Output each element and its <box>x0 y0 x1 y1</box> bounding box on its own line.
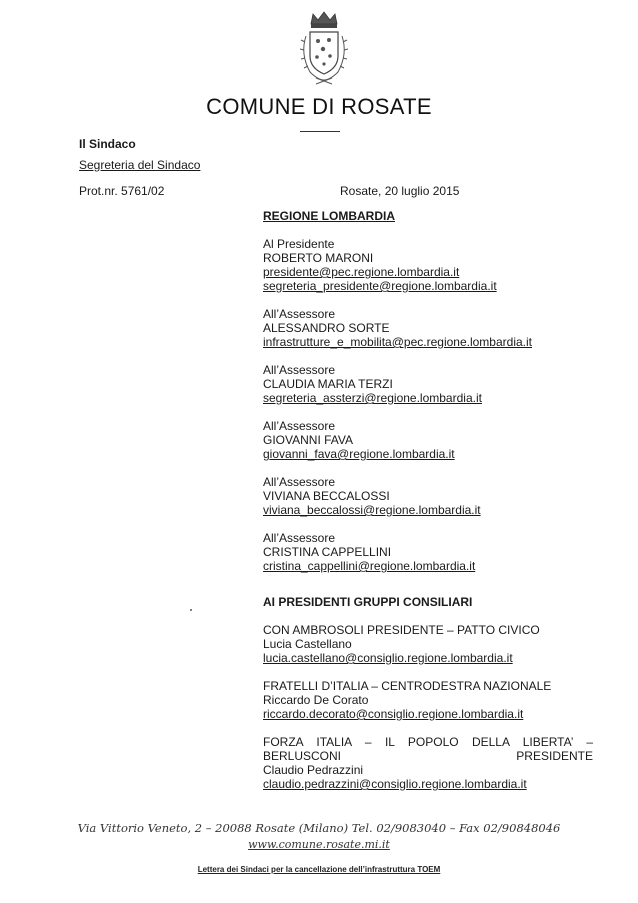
coat-of-arms-icon <box>294 10 354 86</box>
group-president: Lucia Castellano <box>263 637 352 651</box>
recipient-block <box>263 237 593 293</box>
recipient-block <box>263 475 593 517</box>
recipient-email[interactable]: viviana_beccalossi@regione.lombardia.it <box>263 503 481 517</box>
recipient-name: VIVIANA BECCALOSSI <box>263 489 390 503</box>
recipient-email[interactable]: giovanni_fava@regione.lombardia.it <box>263 447 455 461</box>
department-label: Segreteria del Sindaco <box>79 158 201 172</box>
recipient-name: ROBERTO MARONI <box>263 251 374 265</box>
recipient-email[interactable]: infrastrutture_e_mobilita@pec.regione.lombardia.it <box>263 335 532 349</box>
recipient-email[interactable]: segreteria_presidente@regione.lombardia.it <box>263 279 497 293</box>
group-email[interactable]: riccardo.decorato@consiglio.regione.lombardia.it <box>263 707 524 721</box>
recipient-block <box>263 363 593 405</box>
region-heading: REGIONE LOMBARDIA <box>263 209 395 223</box>
recipient-name: ALESSANDRO SORTE <box>263 321 390 335</box>
recipient-email[interactable]: cristina_cappellini@regione.lombardia.it <box>263 559 476 573</box>
group-email[interactable]: claudio.pedrazzini@consiglio.regione.lombardia.it <box>263 777 527 791</box>
recipient-role: All’Assessore <box>263 475 336 489</box>
recipient-block <box>263 531 593 573</box>
office-label: Il Sindaco <box>79 137 136 151</box>
recipient-role: Al Presidente <box>263 237 335 251</box>
recipient-name: GIOVANNI FAVA <box>263 433 354 447</box>
group-name: FORZA ITALIA – IL POPOLO DELLA LIBERTA’ – BERLUSCONI PRESIDENTE <box>263 735 593 763</box>
group-email[interactable]: lucia.castellano@consiglio.regione.lombardia.it <box>263 651 513 665</box>
group-president: Riccardo De Corato <box>263 693 369 707</box>
groups-heading: AI PRESIDENTI GRUPPI CONSILIARI <box>263 595 473 609</box>
scan-speck <box>190 609 192 611</box>
recipient-name: CLAUDIA MARIA TERZI <box>263 377 393 391</box>
title-divider <box>300 131 340 132</box>
footer-address: Via Vittorio Veneto, 2 – 20088 Rosate (Milano) Tel. 02/9083040 – Fax 02/90848046 <box>77 821 561 835</box>
recipient-role: All’Assessore <box>263 363 336 377</box>
recipient-name: CRISTINA CAPPELLINI <box>263 545 392 559</box>
footer-website-link[interactable]: www.comune.rosate.mi.it <box>248 838 390 851</box>
recipient-role: All’Assessore <box>263 307 336 321</box>
recipient-block <box>263 419 593 461</box>
footer-subject: Lettera dei Sindaci per la cancellazione dell’infrastruttura TOEM <box>197 865 441 874</box>
group-name: FRATELLI D’ITALIA – CENTRODESTRA NAZIONALE <box>263 679 552 693</box>
protocol-number: Prot.nr. 5761/02 <box>79 184 165 198</box>
group-block <box>263 623 593 665</box>
recipient-block <box>263 307 593 349</box>
recipient-email[interactable]: presidente@pec.regione.lombardia.it <box>263 265 460 279</box>
recipient-role: All’Assessore <box>263 419 336 433</box>
recipient-email[interactable]: segreteria_assterzi@regione.lombardia.it <box>263 391 482 405</box>
recipient-role: All’Assessore <box>263 531 336 545</box>
group-block <box>263 735 593 791</box>
group-block <box>263 679 593 721</box>
recipients-block <box>263 209 593 805</box>
group-name: CON AMBROSOLI PRESIDENTE – PATTO CIVICO <box>263 623 540 637</box>
municipality-title: COMUNE DI ROSATE <box>206 94 432 119</box>
group-president: Claudio Pedrazzini <box>263 763 364 777</box>
place-date: Rosate, 20 luglio 2015 <box>340 184 460 198</box>
